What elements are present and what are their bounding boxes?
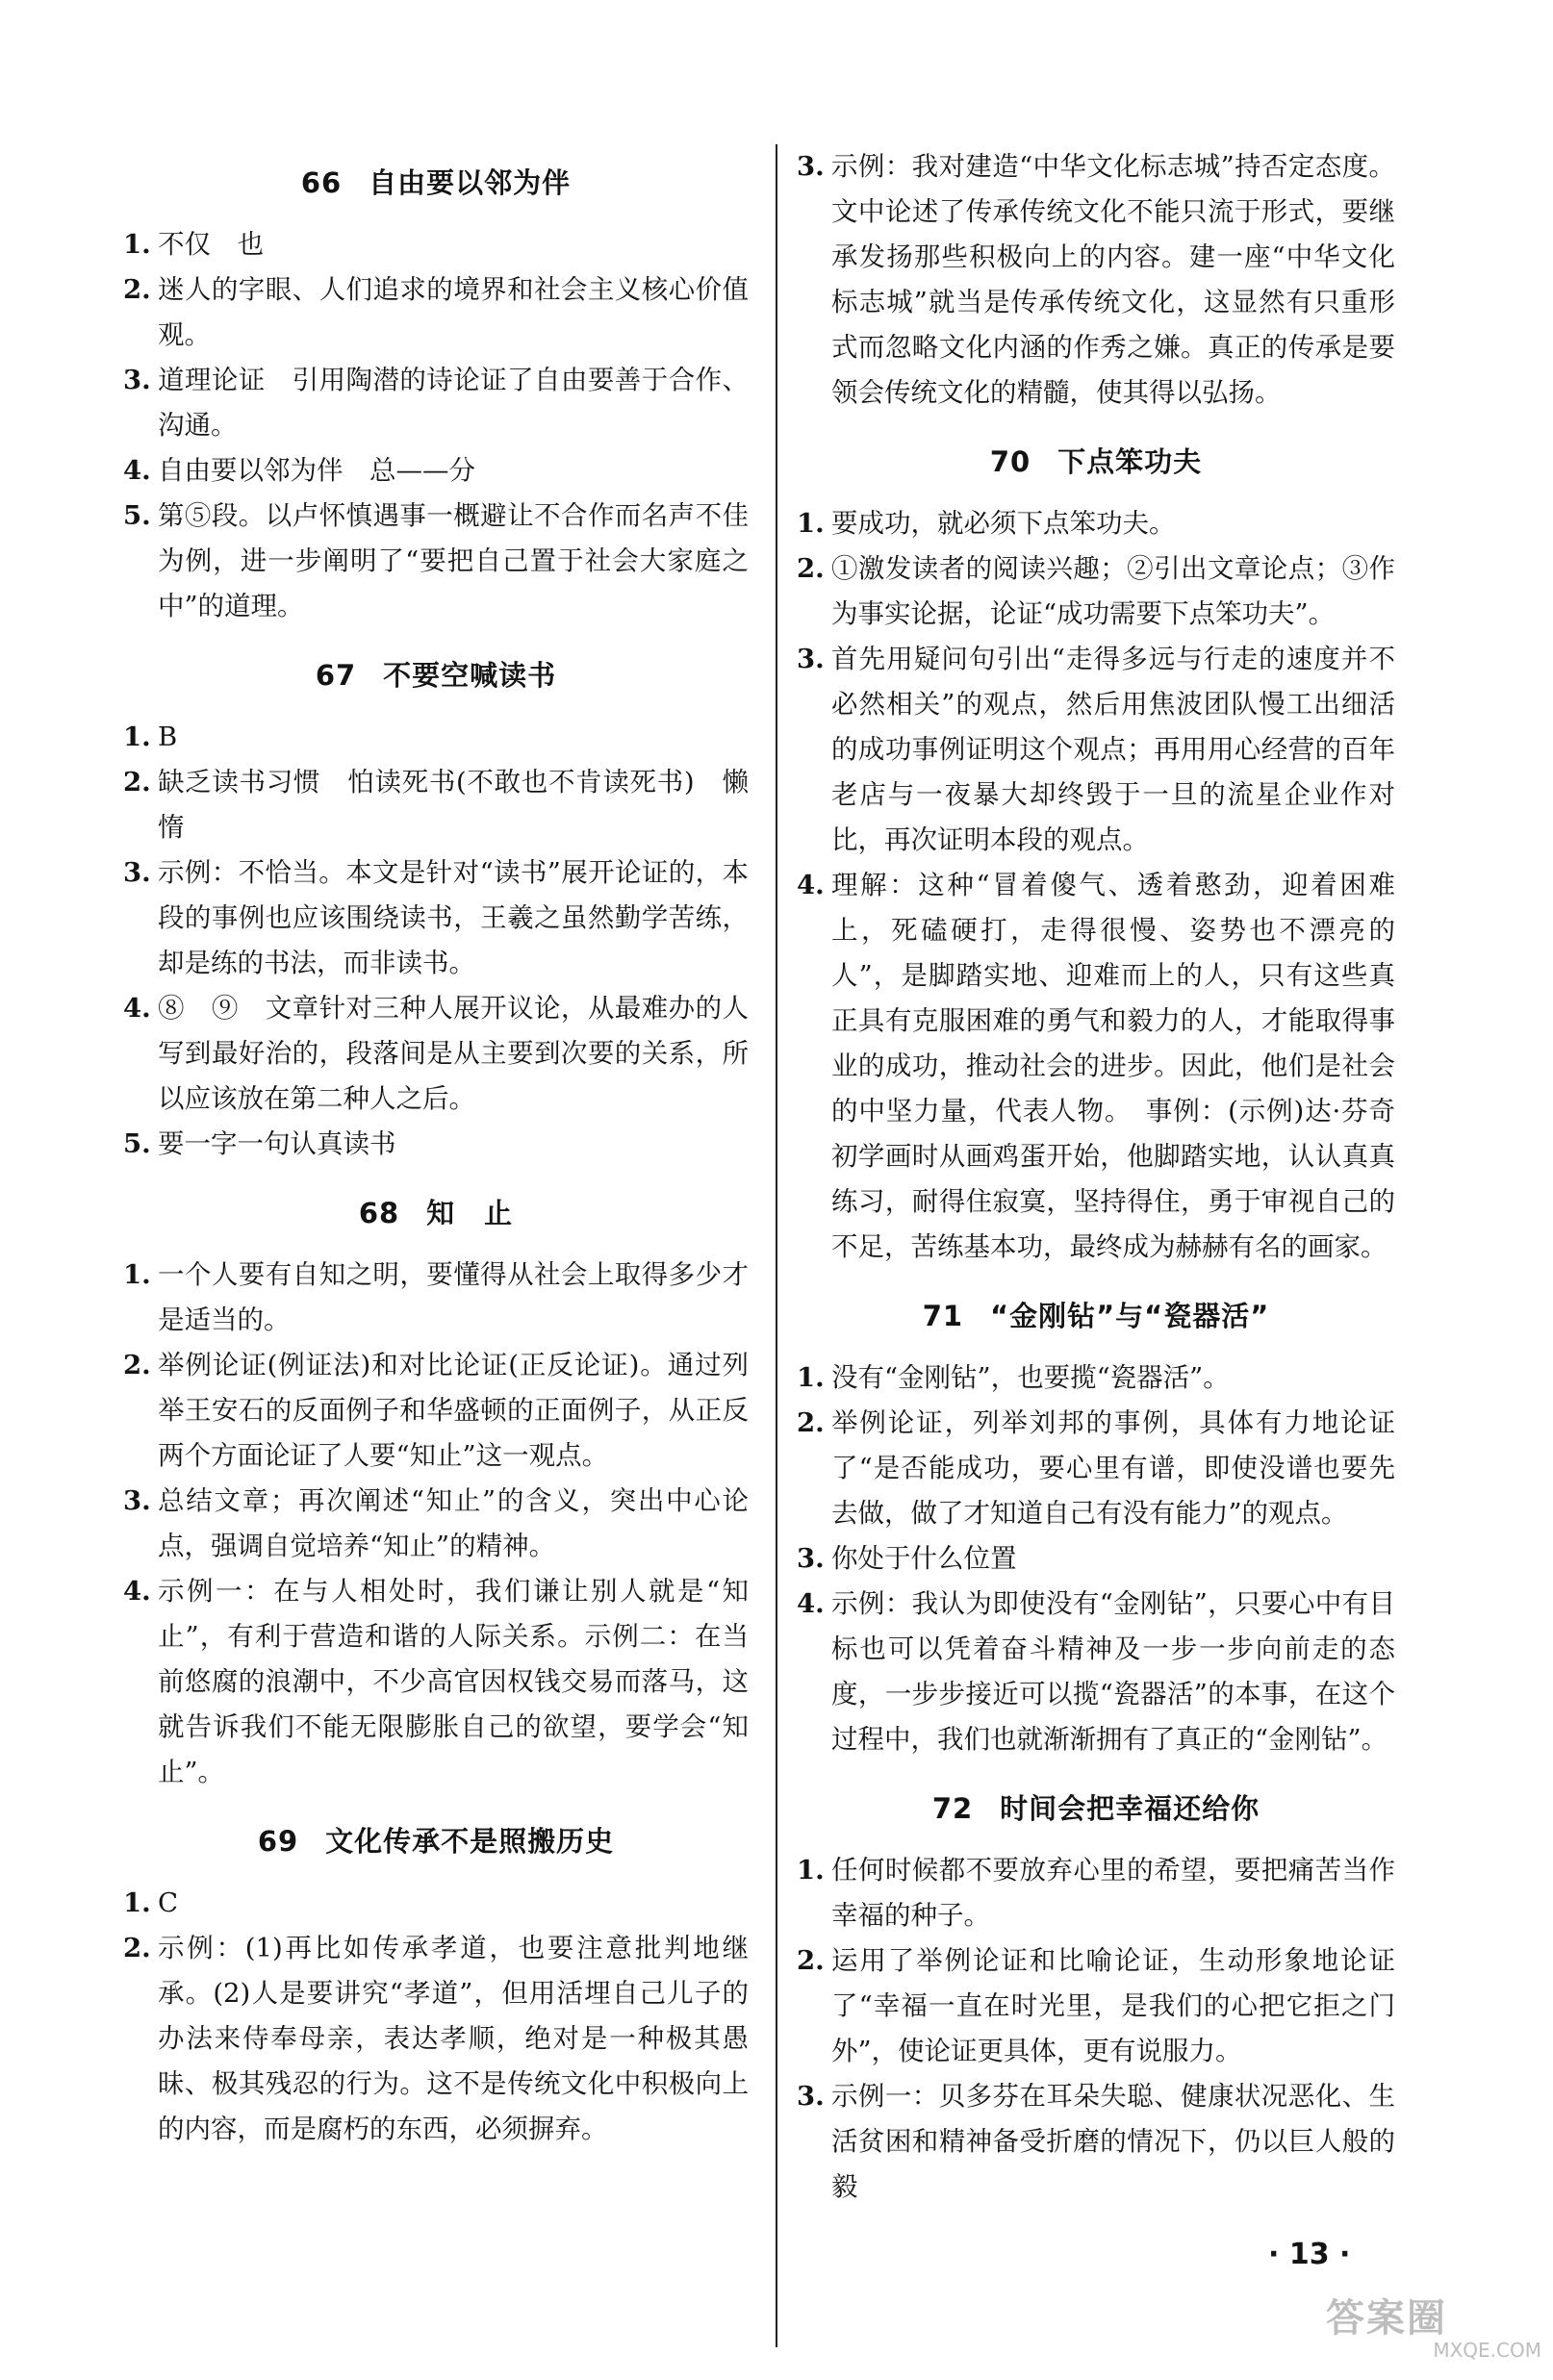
answer-item [123, 267, 749, 358]
item-number: 2. [123, 274, 151, 305]
section-title [123, 1820, 749, 1860]
answer-item [123, 1253, 749, 1343]
watermark-url: MXQE.COM [1433, 2339, 1541, 2362]
section-heading: 不要空喊读书 [383, 659, 557, 692]
answer-item [797, 1355, 1395, 1401]
item-number: 2. [797, 1407, 825, 1438]
answer-item [123, 715, 749, 760]
answer-item [797, 2074, 1395, 2210]
answer-item [797, 546, 1395, 637]
item-text: 缺乏读书习惯 怕读死书(不敢也不肯读死书) 懒惰 [158, 767, 749, 843]
item-number: 1. [123, 1887, 151, 1918]
answer-item [797, 501, 1395, 546]
section-number: 71 [922, 1300, 964, 1332]
item-number: 1. [797, 1362, 825, 1393]
item-text: 举例论证，列举刘邦的事例，具体有力地论证了“是否能成功，要心里有谱，即使没谱也要先去做，做了才知道自己有没有能力”的观点。 [831, 1407, 1395, 1529]
section-number: 68 [358, 1197, 400, 1229]
item-text: 示例：不恰当。本文是针对“读书”展开论证的，本段的事例也应该围绕读书，王羲之虽然勤学苦练，却是练的书法，而非读书。 [158, 857, 749, 978]
section-heading: 文化传承不是照搬历史 [325, 1825, 615, 1858]
answer-item [123, 448, 749, 494]
section-title [797, 1787, 1395, 1827]
page-number: · 13 · [1268, 2238, 1351, 2271]
item-number: 2. [797, 1945, 825, 1976]
item-text: 迷人的字眼、人们追求的境界和社会主义核心价值观。 [158, 274, 749, 350]
answer-item [123, 1881, 749, 1926]
section-number: 70 [989, 445, 1031, 478]
item-number: 2. [123, 1350, 151, 1380]
item-text: 没有“金刚钻”，也要揽“瓷器活”。 [831, 1362, 1230, 1393]
answer-item [123, 850, 749, 986]
item-text: 理解：这种“冒着傻气、透着憨劲，迎着困难上，死磕硬打，走得很慢、姿势也不漂亮的人”，是脚踏实地、迎难而上的人，只有这些真正具有克服困难的勇气和毅力的人，才能取得事业的成功，推动社会的进步。因此，他们是社会的中坚力量，代表人物。 事例：(示例)达·芬奇初学画时从画鸡蛋开始，他脚踏实地，认认真真练习，耐得住寂寞，坚持得住，勇于审视自己的不足，苦练基本功，最终成为赫赫有名的画家。 [831, 870, 1395, 1262]
item-number: 2. [797, 553, 825, 584]
item-text: 示例：我认为即使没有“金刚钻”，只要心中有目标也可以凭着奋斗精神及一步一步向前走的态度，一步步接近可以揽“瓷器活”的本事，在这个过程中，我们也就渐渐拥有了真正的“金刚钻”。 [831, 1588, 1395, 1755]
section-title [123, 162, 749, 201]
item-text: 道理论证 引用陶潜的诗论证了自由要善于合作、沟通。 [158, 365, 749, 441]
item-text: ①激发读者的阅读兴趣；②引出文章论点；③作为事实论据，论证“成功需要下点笨功夫”。 [831, 553, 1395, 629]
item-text: 首先用疑问句引出“走得多远与行走的速度并不必然相关”的观点，然后用焦波团队慢工出细活的成功事例证明这个观点；再用用心经营的百年老店与一夜暴大却终毁于一旦的流星企业作对比，再次证明本段的观点。 [831, 644, 1395, 855]
item-number: 5. [123, 500, 151, 531]
item-number: 3. [797, 644, 825, 674]
item-text: ⑧ ⑨ 文章针对三种人展开议论，从最难办的人写到最好治的，段落间是从主要到次要的关系，所以应该放在第二种人之后。 [158, 993, 749, 1114]
column-divider [776, 144, 777, 2347]
right-column [797, 144, 1395, 2210]
item-number: 3. [123, 365, 151, 395]
item-text: 举例论证(例证法)和对比论证(正反论证)。通过列举王安石的反面例子和华盛顿的正面例子，从正反两个方面论证了人要“知止”这一观点。 [158, 1350, 749, 1471]
answer-item [797, 1401, 1395, 1536]
answer-item [123, 222, 749, 267]
item-number: 5. [123, 1128, 151, 1159]
answer-item [797, 1938, 1395, 2074]
item-text: 自由要以邻为伴 总——分 [158, 455, 475, 486]
watermark [1326, 2297, 1541, 2367]
section-number: 69 [257, 1825, 299, 1858]
item-number: 3. [123, 857, 151, 888]
item-text: 第⑤段。以卢怀慎遇事一概避让不合作而名声不佳为例，进一步阐明了“要把自己置于社会大家庭之中”的道理。 [158, 500, 749, 621]
item-number: 4. [797, 870, 825, 900]
answer-item [797, 1848, 1395, 1938]
left-column [123, 144, 749, 2152]
item-text: B [158, 722, 178, 752]
answer-item [123, 1479, 749, 1569]
item-text: 示例：(1)再比如传承孝道，也要注意批判地继承。(2)人是要讲究“孝道”，但用活埋自己儿子的办法来侍奉母亲，表达孝顺，绝对是一种极其愚昧、极其残忍的行为。这不是传统文化中积极向上的内容，而是腐朽的东西，必须摒弃。 [158, 1933, 749, 2144]
answer-item [123, 1926, 749, 2152]
section-title [123, 654, 749, 694]
item-text: 示例：我对建造“中华文化标志城”持否定态度。文中论述了传承传统文化不能只流于形式，要继承发扬那些积极向上的内容。建一座“中华文化标志城”就当是传承传统文化，这显然有只重形式而忽略文化内涵的作秀之嫌。真正的传承是要领会传统文化的精髓，使其得以弘扬。 [831, 151, 1395, 408]
answer-item [797, 637, 1395, 863]
answer-item [797, 1536, 1395, 1582]
item-text: 总结文章；再次阐述“知止”的含义，突出中心论点，强调自觉培养“知止”的精神。 [158, 1485, 749, 1561]
item-number: 4. [797, 1588, 825, 1619]
item-number: 1. [123, 1259, 151, 1290]
answer-item [123, 760, 749, 850]
section-title [797, 441, 1395, 480]
item-number: 4. [123, 993, 151, 1024]
watermark-logo: 答案圈 [1326, 2296, 1447, 2341]
answer-item [123, 1569, 749, 1795]
item-number: 1. [123, 722, 151, 752]
section-heading: 自由要以邻为伴 [369, 166, 572, 199]
section-number: 67 [315, 659, 357, 692]
item-number: 1. [797, 1855, 825, 1886]
item-text: 示例一：贝多芬在耳朵失聪、健康状况恶化、生活贫困和精神备受折磨的情况下，仍以巨人般的毅 [831, 2081, 1395, 2202]
answer-item [123, 1343, 749, 1479]
answer-item [123, 358, 749, 448]
answer-item [797, 1582, 1395, 1762]
item-text: 任何时候都不要放弃心里的希望，要把痛苦当作幸福的种子。 [831, 1855, 1395, 1931]
item-number: 1. [797, 508, 825, 539]
item-number: 4. [123, 1576, 151, 1607]
item-text: 要成功，就必须下点笨功夫。 [831, 508, 1176, 539]
item-number: 3. [797, 2081, 825, 2112]
item-number: 1. [123, 229, 151, 260]
section-heading: 时间会把幸福还给你 [1000, 1792, 1260, 1825]
item-text: 运用了举例论证和比喻论证，生动形象地论证了“幸福一直在时光里，是我们的心把它拒之门外”，使论证更具体，更有说服力。 [831, 1945, 1395, 2066]
section-number: 66 [300, 166, 343, 199]
answer-item [797, 863, 1395, 1270]
section-title [123, 1192, 749, 1231]
section-heading: 下点笨功夫 [1057, 445, 1203, 478]
item-number: 2. [123, 1933, 151, 1963]
section-title [797, 1295, 1395, 1334]
answer-item [123, 494, 749, 629]
section-number: 72 [931, 1792, 974, 1825]
item-number: 3. [123, 1485, 151, 1516]
item-number: 4. [123, 455, 151, 486]
item-text: 示例一：在与人相处时，我们谦让别人就是“知止”，有利于营造和谐的人际关系。示例二：在当前悠腐的浪潮中，不少高官因权钱交易而落马，这就告诉我们不能无限膨胀自己的欲望，要学会“知止”。 [158, 1576, 749, 1787]
item-number: 2. [123, 767, 151, 798]
item-text: 一个人要有自知之明，要懂得从社会上取得多少才是适当的。 [158, 1259, 749, 1335]
answer-item [797, 144, 1395, 416]
item-text: C [158, 1887, 179, 1918]
item-text: 不仅 也 [158, 229, 264, 260]
item-text: 要一字一句认真读书 [158, 1128, 396, 1159]
item-text: 你处于什么位置 [831, 1543, 1017, 1574]
item-number: 3. [797, 151, 825, 182]
section-heading: 知 止 [426, 1197, 514, 1229]
answer-item [123, 986, 749, 1122]
item-number: 3. [797, 1543, 825, 1574]
answer-item [123, 1122, 749, 1167]
section-heading: “金刚钻”与“瓷器活” [990, 1300, 1270, 1332]
